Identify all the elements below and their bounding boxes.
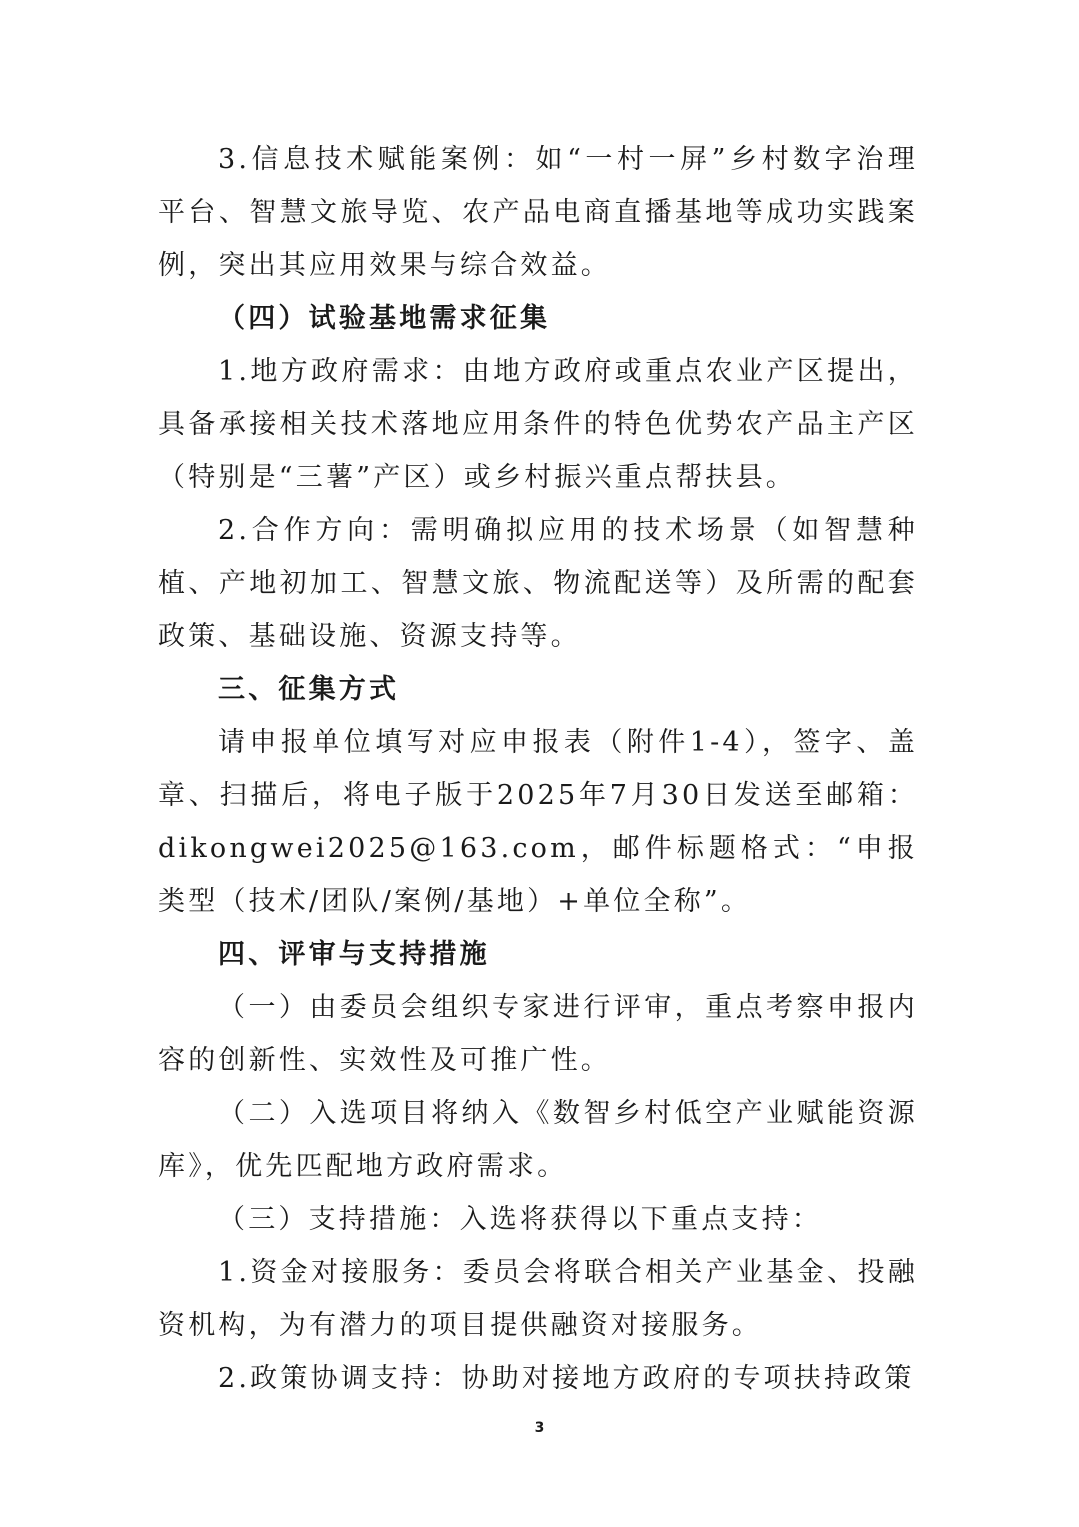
page-number: 3 [534,1420,545,1436]
section-heading-review-support: 四、评审与支持措施 [218,939,490,970]
paragraph-cooperation-direction: 2.合作方向：需明确拟应用的技术场景（如智慧种植、产地初加工、智慧文旅、物流配送等）及所需的配套政策、基础设施、资源支持等。 [158,515,918,652]
paragraph-submission-instructions: 请申报单位填写对应申报表（附件1-4），签字、盖章、扫描后，将电子版于2025年7月30日发送至邮箱：dikongwei2025@163.com，邮件标题格式：“申报类型（技术/团队/案例/基地）+单位全称”。 [158,727,918,917]
paragraph-local-government-needs: 1.地方政府需求：由地方政府或重点农业产区提出，具备承接相关技术落地应用条件的特色优势农产品主产区（特别是“三薯”产区）或乡村振兴重点帮扶县。 [158,356,918,493]
paragraph-it-enablement-cases: 3.信息技术赋能案例：如“一村一屏”乡村数字治理平台、智慧文旅导览、农产品电商直播基地等成功实践案例，突出其应用效果与综合效益。 [158,144,918,281]
document-body [158,133,918,1405]
paragraph-funding-services: 1.资金对接服务：委员会将联合相关产业基金、投融资机构，为有潜力的项目提供融资对接服务。 [158,1257,918,1341]
paragraph-expert-review: （一）由委员会组织专家进行评审，重点考察申报内容的创新性、实效性及可推广性。 [158,992,918,1076]
paragraph-support-measures: （三）支持措施：入选将获得以下重点支持： [218,1204,822,1235]
paragraph-policy-coordination: 2.政策协调支持：协助对接地方政府的专项扶持政策 [218,1363,915,1394]
section-heading-collection-method: 三、征集方式 [218,674,400,705]
section-heading-test-base: （四）试验基地需求征集 [218,303,551,334]
paragraph-resource-library: （二）入选项目将纳入《数智乡村低空产业赋能资源库》，优先匹配地方政府需求。 [158,1098,918,1182]
